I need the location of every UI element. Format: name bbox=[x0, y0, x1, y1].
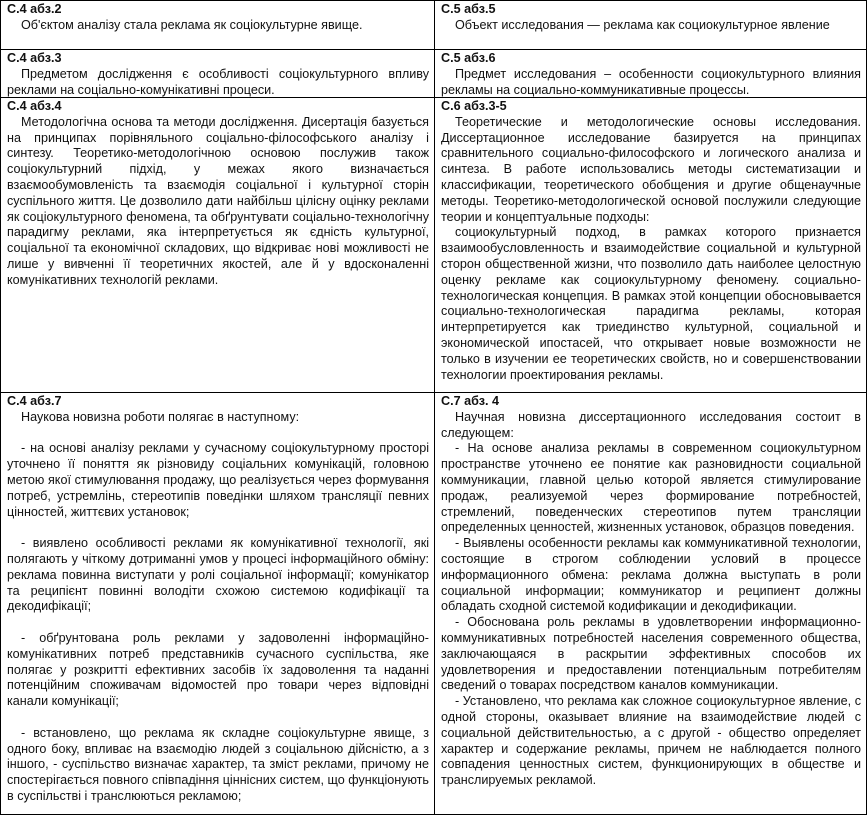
paragraph: Теоретические и методологические основы исследования. Диссертационное исследование базируется на принципах сравнительного социально-философского и логического анализа и синтеза. В работе использовались методы систематизации и классификации, теоретического обобщения и другие общенаучные методы. Теоретико-методологической основой послужили следующие теории и концептуальные подходы: bbox=[441, 114, 861, 224]
paragraph: Предметом дослідження є особливості соціокультурного впливу реклами на соціально-комунікативні процеси. bbox=[7, 66, 429, 97]
list-item: - встановлено, що реклама як складне соціокультурне явище, з одного боку, впливає на взаємодію людей з соціальною дійсністю, а з іншого, - суспільство визначає характер, та зміст реклами, причому не спостерігається повного співпадіння ціннісних систем, що функціонують в суспільстві і транслюються рекламою; bbox=[7, 725, 429, 803]
paragraph: Научная новизна диссертационного исследования состоит в следующем: bbox=[441, 409, 861, 440]
list-item: - Обоснована роль рекламы в удовлетворении информационно-коммуникативных потребностей населения современного общества, заключающаяся в раскрытии эффективных способов их удовлетворения и предоставлении потенциальным потребителям сведений о товарах посредством каналов коммуникации. bbox=[441, 615, 861, 693]
paragraph: Наукова новизна роботи полягає в наступному: bbox=[21, 409, 300, 424]
list-item: - Выявлены особенности рекламы как коммуникативной технологии, состоящие в строгом соблюдении условий в процессе информационного обмена: реклама должна выступать в роли социальной информации; коммуникатор и реципиент должны обладать сходной системой кодификации и декодификации. bbox=[441, 536, 861, 614]
page-reference: С.4 абз.7 bbox=[7, 394, 62, 408]
list-item: - на основі аналізу реклами у сучасному соціокультурному просторі уточнено її поняття як різновиду соціальних комунікацій, головною метою якої стимулювання продажу, що реалізується через формування потреб, устремлінь, стереотипів поведінки шляхом трансляції певних цінностей, життєвих установок; bbox=[7, 441, 429, 519]
cell-ua-novelty bbox=[0, 392, 435, 815]
cell-ua-subject bbox=[0, 49, 435, 98]
cell-ua-methodology bbox=[0, 97, 435, 393]
paragraph: Об'єктом аналізу стала реклама як соціокультурне явище. bbox=[21, 17, 363, 32]
cell-ua-object bbox=[0, 0, 435, 50]
paragraph: Предмет исследования – особенности социокультурного влияния рекламы на социально-коммуникативные процессы. bbox=[441, 66, 861, 97]
list-item: - На основе анализа рекламы в современном социокультурном пространстве уточнено ее понятие как разновидности социальной коммуникации, главной целью которой является стимулирование продаж, реализуемой через формирование потребностей, стремлений, поведенческих стереотипов путем трансляции определенных ценностей, жизненных установок, образцов поведения. bbox=[441, 441, 861, 535]
list-item: - Установлено, что реклама как сложное социокультурное явление, с одной стороны, оказывает влияние на взаимодействие людей с социальной действительностью, а с другой - общество определяет характер и содержание рекламы, причем не наблюдается полного совпадения ценностных систем, функционирующих в обществе и транслируемых рекламой. bbox=[441, 694, 861, 788]
page-reference: С.4 абз.2 bbox=[7, 2, 62, 16]
page-reference: С.6 абз.3-5 bbox=[441, 99, 507, 113]
list-item: - виявлено особливості реклами як комунікативної технології, які полягають у чіткому дотриманні умов у процесі інформаційного обміну: реклама повинна виступати у ролі соціальної інформації; комунікатор та реципієнт повинні володіти схожою системою кодифікації та декодифікації; bbox=[7, 536, 429, 614]
page-reference: С.4 абз.4 bbox=[7, 99, 62, 113]
page-reference: С.5 абз.5 bbox=[441, 2, 496, 16]
cell-ru-subject bbox=[434, 49, 867, 98]
page-reference: С.5 абз.6 bbox=[441, 51, 496, 65]
list-item: - обґрунтована роль реклами у задоволенні інформаційно-комунікативних потреб представників сучасного суспільства, яке полягає у розкритті ефективних засобів їх задоволення та наданні потенційним споживачам відомостей про товари через відповідні канали комунікації; bbox=[7, 630, 429, 709]
cell-ru-novelty bbox=[434, 392, 867, 815]
paragraph: социокультурный подход, в рамках которого признается взаимообусловленность и взаимодействие социальной и культурной сторон общественной жизни, что позволило дать наиболее целостную оценку рекламе как социокультурному феномену. социально-технологическая концепция. В рамках этой концепции обосновывается социально-технологическая парадигма рекламы, которая интерпретируется как триединство культурной, социальной и экономической ипостасей, что открывает новые возможности не только в изучении ее теоретических свойств, но и совершенствовании технологии проектирования рекламы. bbox=[441, 225, 861, 382]
page-reference: С.4 абз.3 bbox=[7, 51, 62, 65]
cell-ru-methodology bbox=[434, 97, 867, 393]
cell-ru-object bbox=[434, 0, 867, 50]
paragraph: Объект исследования — реклама как социокультурное явление bbox=[455, 17, 830, 32]
page-reference: С.7 абз. 4 bbox=[441, 394, 499, 408]
paragraph: Методологічна основа та методи дослідження. Дисертація базується на принципах порівняльного соціально-філософського аналізу і синтезу. Теоретико-методологічною основою послужив також соціокультурний підхід, у межах якого визначається взаємообумовленість та взаємодія соціальної і культурної сторін суспільного життя. Це дозволило дати найбільш цілісну оцінку реклами як соціокультурного феномена, та обґрунтувати соціально-технологічну парадигму реклами, яка інтерпретується як єдність культурної, соціальної та економічної складових, що відкриває нові можливості не лише у вивченні її теоретичних якостей, але й у вдосконаленні комунікативних технологій реклами. bbox=[7, 114, 429, 287]
